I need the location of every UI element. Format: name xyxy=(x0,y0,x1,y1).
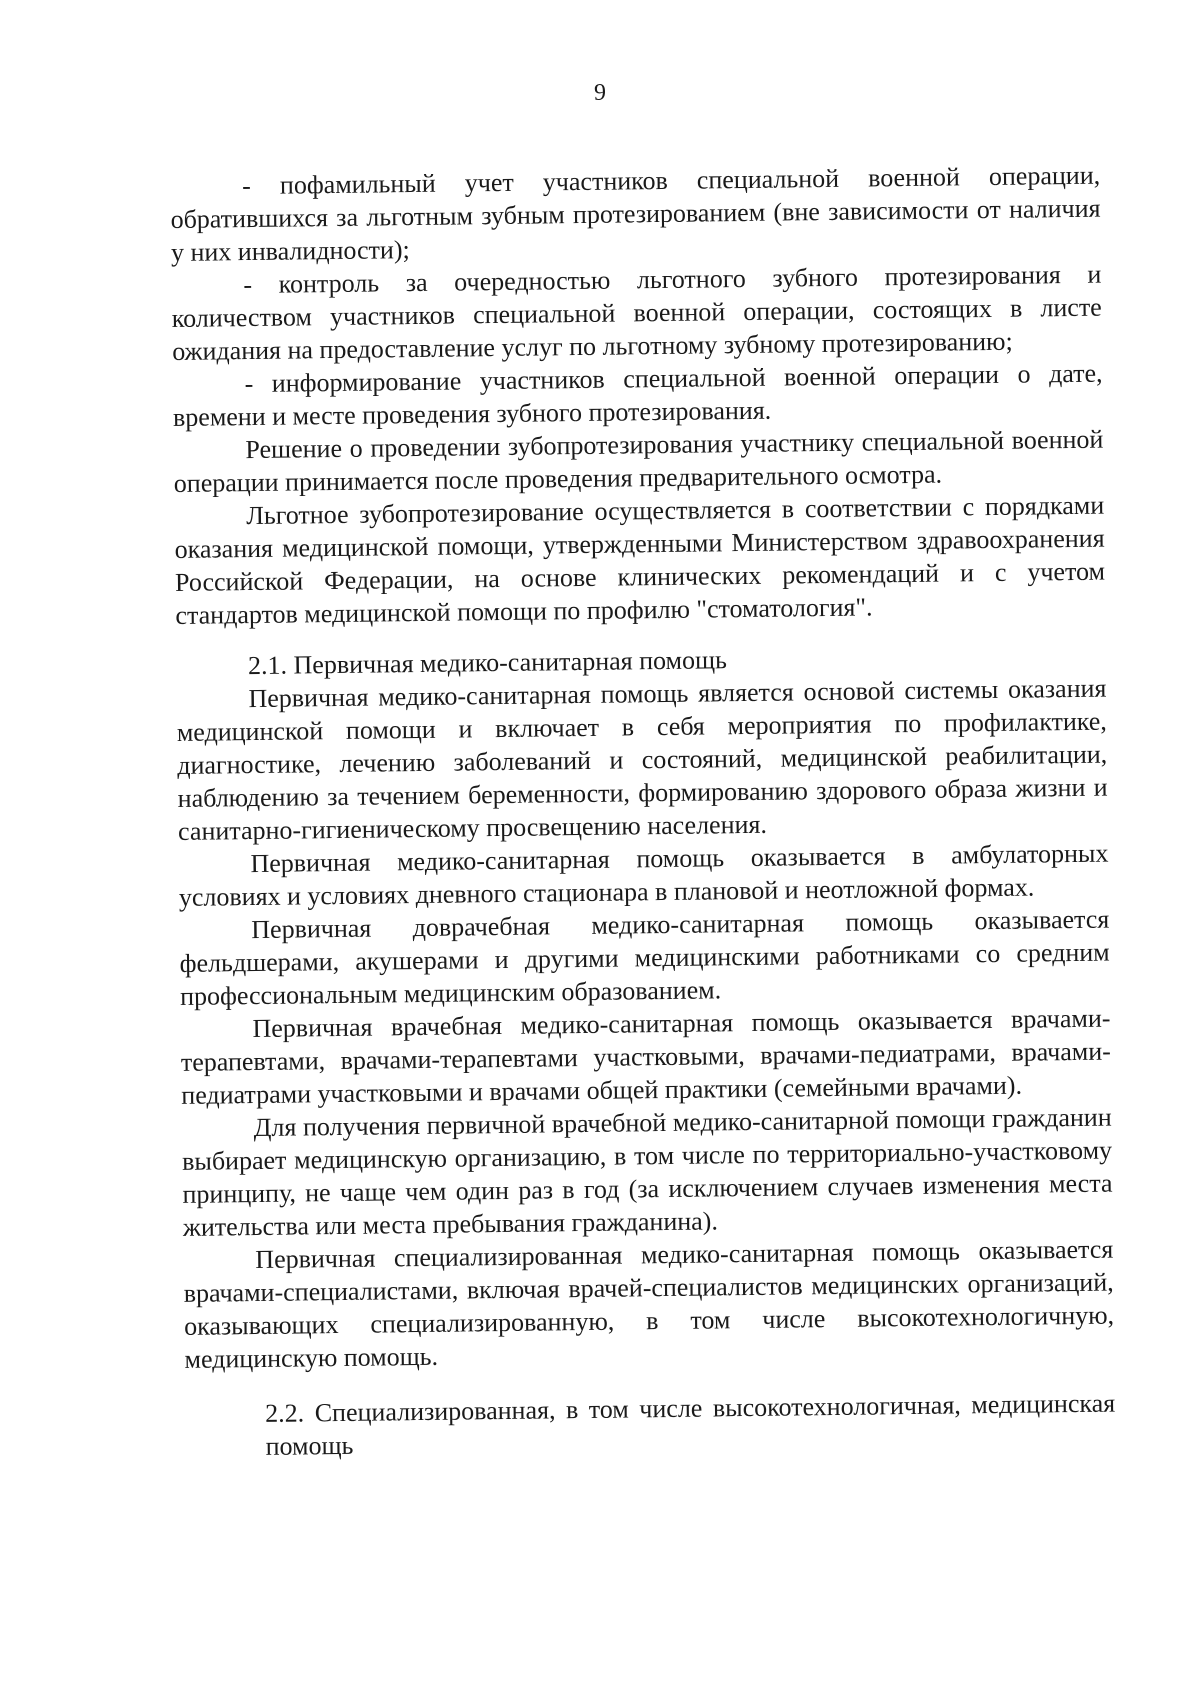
paragraph: - пофамильный учет участников специальной военной операции, обратившихся за льготным зубным протезированием (вне зависимости от наличия у них инвалидности); xyxy=(170,160,1101,267)
paragraph: Льготное зубопротезирование осуществляется в соответствии с порядками оказания медицинской помощи, утвержденными Министерством здравоохранения Российской Федерации, на основе клинических рекомендаций и с учетом стандартов медицинской помощи по профилю "стоматология". xyxy=(174,490,1106,630)
page-number: 9 xyxy=(594,80,606,106)
section-heading-2-2: 2.2. Специализированная, в том числе высокотехнологичная, медицинская помощь xyxy=(265,1388,1116,1461)
paragraph: Решение о проведении зубопротезирования участнику специальной военной операции принимается после проведения предварительного осмотра. xyxy=(173,424,1104,498)
section-heading-2-1: 2.1. Первичная медико-санитарная помощь xyxy=(247,645,728,681)
paragraph: Первичная медико-санитарная помощь оказывается в амбулаторных условиях и условиях дневного стационара в плановой и неотложной формах. xyxy=(178,838,1109,912)
paragraph: Первичная медико-санитарная помощь является основой системы оказания медицинской помощи и включает в себя мероприятия по профилактике, диагностике, лечению заболеваний и состояний, медицинской реабилитации, наблюдению за течением беременности, формированию здорового образа жизни и санитарно-гигиеническому просвещению населения. xyxy=(176,673,1108,846)
document-body xyxy=(170,159,1116,1464)
paragraph: Первичная доврачебная медико-санитарная помощь оказывается фельдшерами, акушерами и другими медицинскими работниками со средним профессиональным медицинским образованием. xyxy=(179,904,1110,1011)
paragraph: Первичная специализированная медико-санитарная помощь оказывается врачами-специалистами, включая врачей-специалистов медицинских организаций, оказывающих специализированную, в том числе высокотехнологичную, медицинскую помощь. xyxy=(183,1234,1115,1374)
paragraph: Для получения первичной врачебной медико-санитарной помощи гражданин выбирает медицинскую организацию, в том числе по территориально-участковому принципу, не чаще чем один раз в год (за исключением случаев изменения места жительства или места пребывания гражданина). xyxy=(181,1102,1113,1242)
paragraph: Первичная врачебная медико-санитарная помощь оказывается врачами-терапевтами, врачами-терапевтами участковыми, врачами-педиатрами, врачами-педиатрами участковыми и врачами общей практики (семейными врачами). xyxy=(180,1003,1112,1110)
paragraph: - контроль за очередностью льготного зубного протезирования и количеством участников специальной военной операции, состоящих в листе ожидания на предоставление услуг по льготному зубному протезированию; xyxy=(171,259,1102,366)
paragraph: - информирование участников специальной военной операции о дате, времени и месте проведения зубного протезирования. xyxy=(172,358,1103,432)
